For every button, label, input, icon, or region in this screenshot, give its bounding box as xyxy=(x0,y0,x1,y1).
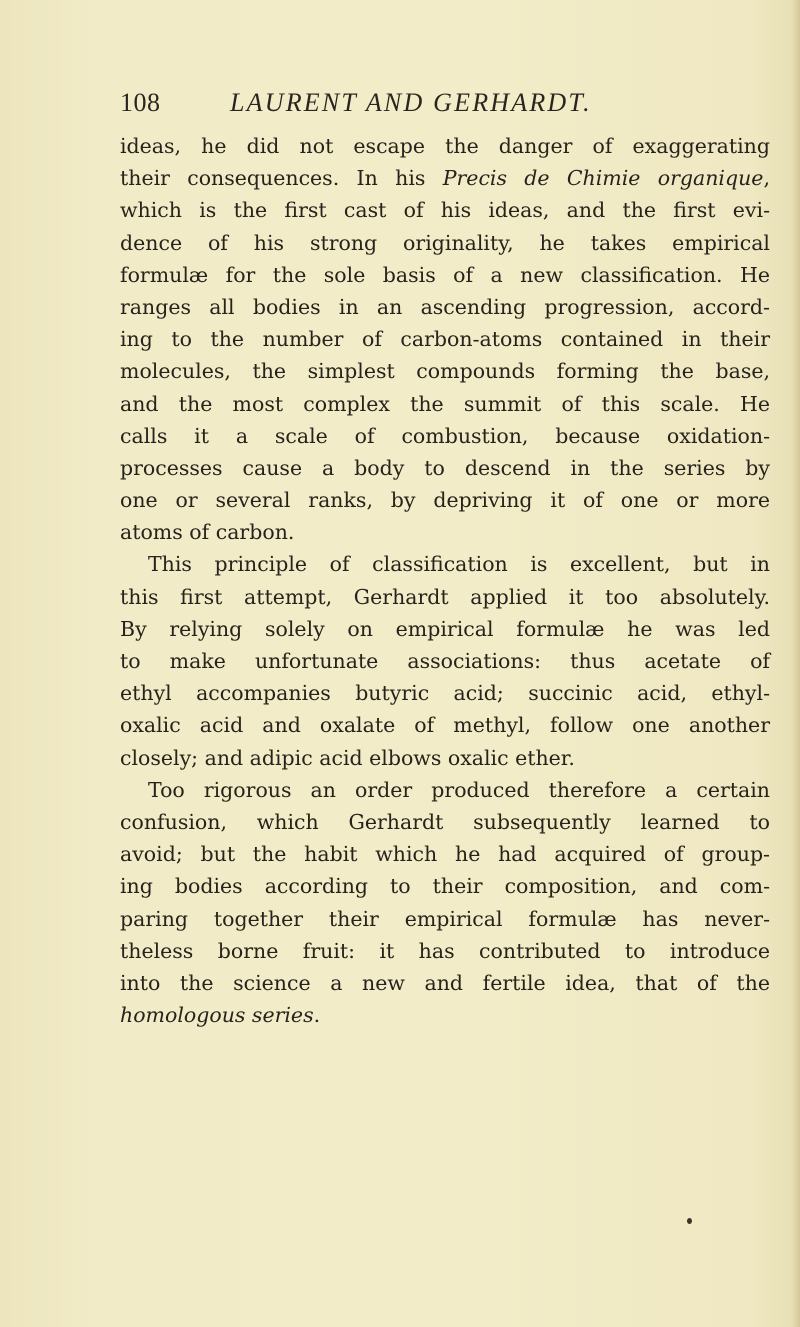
text-line: into the science a new and fertile idea, that of the xyxy=(120,970,770,995)
text-line: formulæ for the sole basis of a new classification. He xyxy=(120,262,770,287)
text-line: ing bodies according to their composition, and com- xyxy=(120,874,770,899)
text-line: and the most complex the summit of this scale. He xyxy=(120,391,770,416)
paragraph-start: Too rigorous an order produced therefore a certain xyxy=(148,777,770,802)
text-line: paring together their empirical formulæ has never- xyxy=(120,906,770,931)
text-line: oxalic acid and oxalate of methyl, follow one another xyxy=(120,713,770,738)
text-line: By relying solely on empirical formulæ he was led xyxy=(120,616,770,641)
text-line: ranges all bodies in an ascending progression, accord- xyxy=(120,294,770,319)
paragraph-start: This principle of classification is excellent, but in xyxy=(148,552,770,577)
book-title: Precis de Chimie organique xyxy=(442,166,764,191)
running-head: LAURENT AND GERHARDT. xyxy=(230,88,592,117)
page-edge-shadow xyxy=(792,0,800,1327)
text-line: calls it a scale of combustion, because oxidation- xyxy=(120,423,770,448)
text-line: ing to the number of carbon-atoms contained in their xyxy=(120,327,770,352)
body-text xyxy=(120,130,770,1031)
ink-speck xyxy=(687,1218,692,1224)
text-line: confusion, which Gerhardt subsequently learned to xyxy=(120,809,770,834)
text-line: theless borne fruit: it has contributed to introduce xyxy=(120,938,770,963)
text-line: ethyl accompanies butyric acid; succinic acid, ethyl- xyxy=(120,681,770,706)
text-line: dence of his strong originality, he takes empirical xyxy=(120,230,770,255)
text-line: ideas, he did not escape the danger of exaggerating xyxy=(120,134,770,158)
text-line: molecules, the simplest compounds forming the base, xyxy=(120,359,770,384)
text-line: their consequences. In his Precis de Chimie organique, xyxy=(120,166,770,191)
text-line: to make unfortunate associations: thus acetate of xyxy=(120,649,770,673)
text-line: processes cause a body to descend in the series by xyxy=(120,455,770,480)
text-line: atoms of carbon. xyxy=(120,520,295,545)
homologous-series-term: homologous series xyxy=(120,1003,314,1028)
text-line: which is the first cast of his ideas, and the first evi- xyxy=(120,198,770,223)
page-number: 108 xyxy=(120,88,161,117)
text-line: homologous series. xyxy=(120,1003,321,1028)
text-line: this first attempt, Gerhardt applied it too absolutely. xyxy=(120,584,770,609)
text-line: one or several ranks, by depriving it of one or more xyxy=(120,488,770,513)
text-line: avoid; but the habit which he had acquired of group- xyxy=(120,842,770,867)
text-line: closely; and adipic acid elbows oxalic ether. xyxy=(120,745,575,770)
page-header xyxy=(120,88,770,124)
